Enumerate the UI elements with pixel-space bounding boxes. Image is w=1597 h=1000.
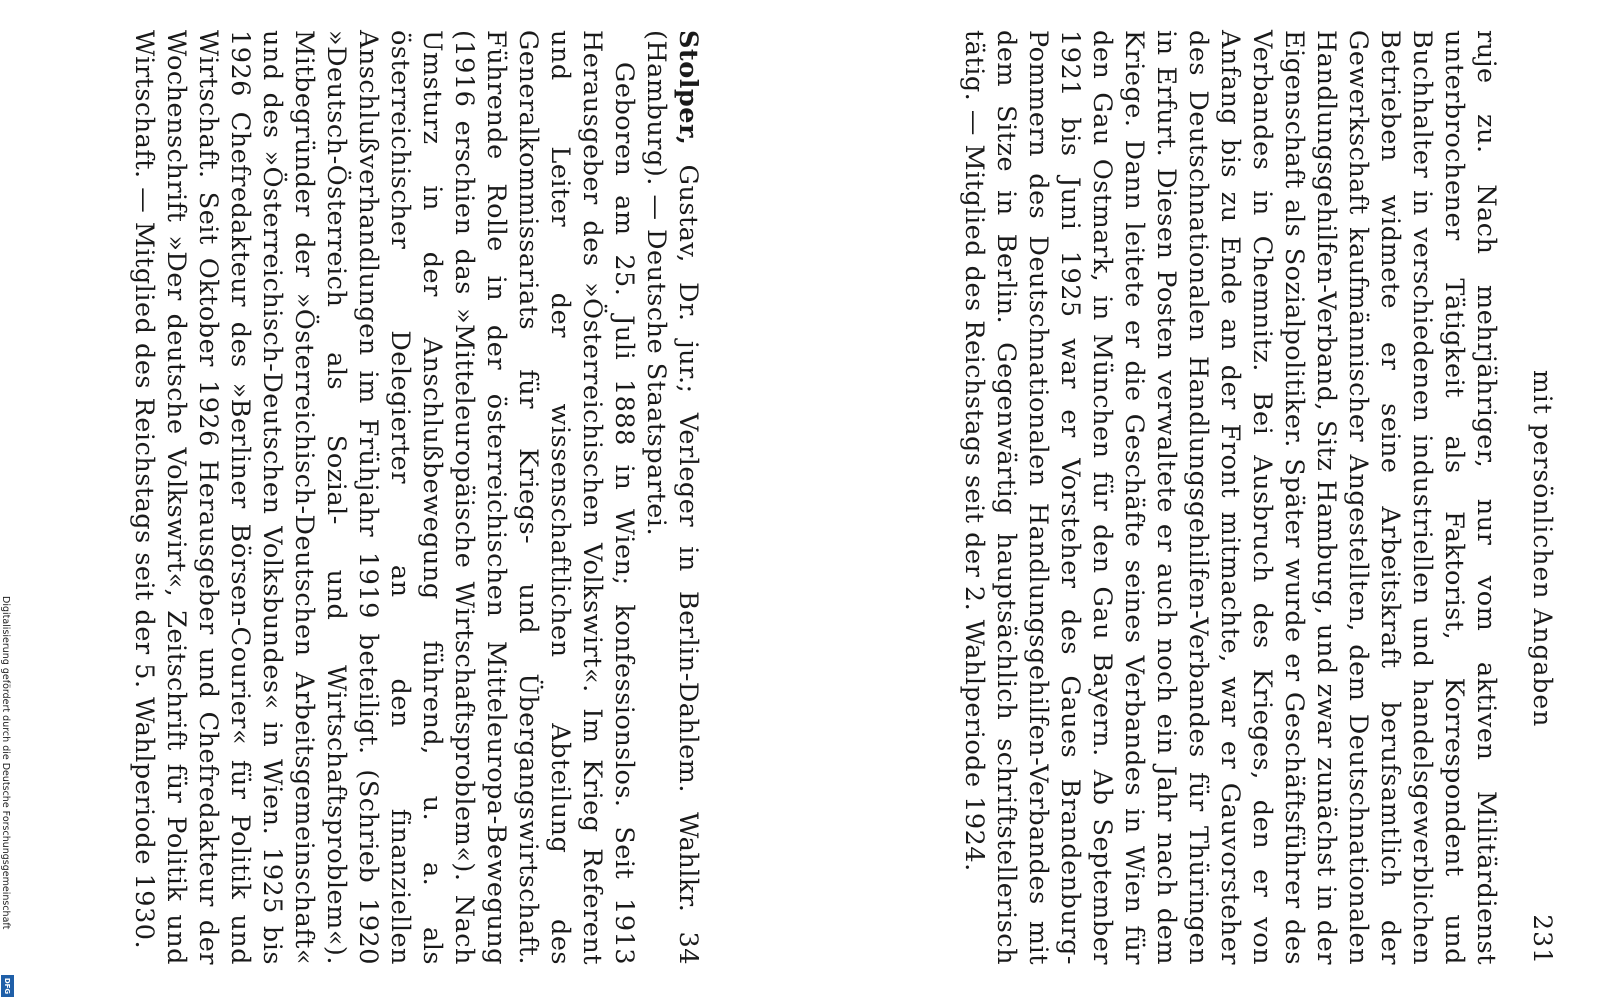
previous-entry-continuation: [958, 30, 1502, 965]
dfg-logo: DFG: [1, 975, 14, 997]
entry-body: Geboren am 25. Juli 1888 in Wien; konfessionslos. Seit 1913 Herausgeber des »Österreichischen Volkswirt«. Im Krieg Referent und Leiter der wissenschaftlichen Abteilung des Generalkommissariats für Kriegs- und Übergangswirtschaft. Führende Rolle in der österreichischen Mitteleuropa-Bewegung (1916 erschien das »Mitteleuropäische Wirtschaftsproblem«). Nach Umsturz in der Anschlußbewegung führend, u. a. als österreichischer Delegierter an den finanziellen Anschlußverhandlungen im Frühjahr 1919 beteiligt. (Schrieb 1920 »Deutsch-Österreich als Sozial- und Wirtschaftsproblem«). Mitbegründer der »Österreichisch-Deutschen Arbeitsgemeinschaft« und des »Österreichisch-Deutschen Volksbundes« in Wien. 1925 bis 1926 Chefredakteur des »Berliner Börsen-Courier« für Politik und Wirtschaft. Seit Oktober 1926 Herausgeber und Chefredakteur der Wochenschrift »Der deutsche Volkswirt«, Zeitschrift für Politik und Wirtschaft. — Mitglied des Reichstags seit der 5. Wahlperiode 1930.: [129, 30, 639, 965]
biography-entry: [128, 30, 704, 965]
entry-heading: [640, 30, 704, 965]
digitization-note-text: Digitalisierung gefördert durch die Deutsche Forschungsgemeinschaft: [0, 596, 11, 930]
page-number: 231: [1528, 914, 1557, 965]
entry-heading-details: Gustav, Dr. jur.; Verleger in Berlin-Dahlem. Wahlkr. 34 (Hamburg). — Deutsche Staatspartei.: [641, 30, 703, 965]
continuation-paragraph: ruje zu. Nach mehrjähriger, nur vom aktiven Militärdienst unterbrochener Tätigkeit als Faktorist, Korrespondent und Buchhalter in verschiedenen industriellen und handelsgewerblichen Betrieben widmete er seine Arbeitskraft berufsamtlich der Gewerkschaft kaufmännischer Angestellten, dem Deutschnationalen Handlungsgehilfen-Verband, Sitz Hamburg, und zwar zunächst in der Eigenschaft als Sozialpolitiker. Später wurde er Geschäftsführer des Verbandes in Chemnitz. Bei Ausbruch des Krieges, den er von Anfang bis zu Ende an der Front mitmachte, war er Gauvorsteher des Deutschnationalen Handlungsgehilfen-Verbandes für Thüringen in Erfurt. Diesen Posten verwaltete er auch noch ein Jahr nach dem Kriege. Dann leitete er die Geschäfte seines Verbandes in Wien für den Gau Ostmark, in München für den Gau Bayern. Ab September 1921 bis Juni 1925 war er Vorsteher des Gaues Brandenburg-Pommern des Deutschnationalen Handlungsgehilfen-Verbandes mit dem Sitze in Berlin. Gegenwärtig hauptsächlich schriftstellerisch tätig. — Mitglied des Reichstags seit der 2. Wahlperiode 1924.: [959, 30, 1501, 965]
digitization-note: [0, 596, 14, 976]
entry-name: Stolper,: [673, 30, 703, 146]
page-header: [1517, 30, 1557, 965]
running-title: mit persönlichen Angaben: [1528, 370, 1557, 728]
